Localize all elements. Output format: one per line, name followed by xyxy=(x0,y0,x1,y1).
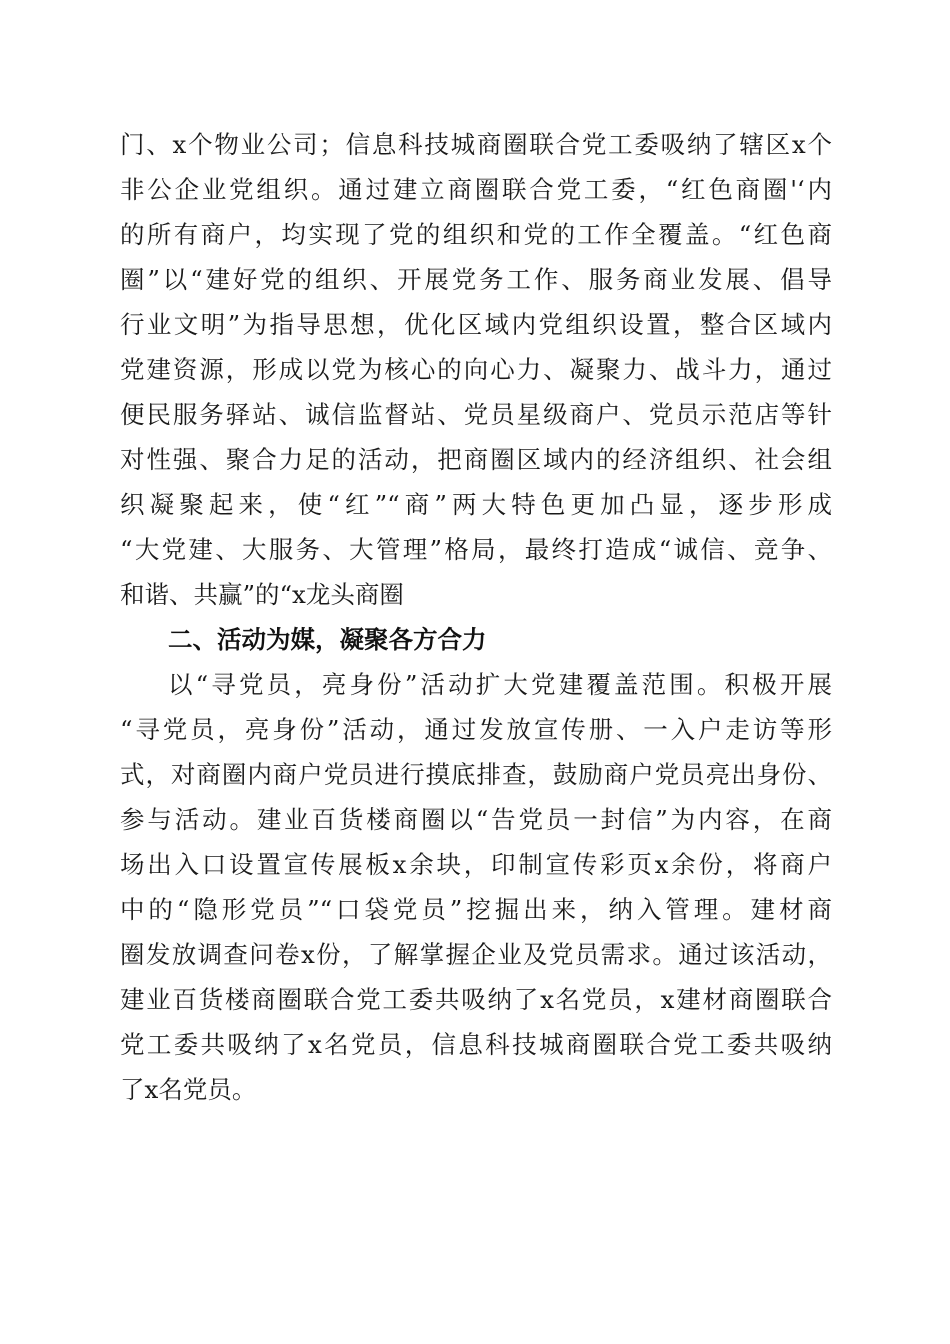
paragraph-line: 党建资源，形成以党为核心的向心力、凝聚力、战斗力，通过 xyxy=(120,355,832,384)
paragraph-line: 非公企业党组织。通过建立商圈联合党工委，“红色商圈'‘内 xyxy=(120,175,832,204)
paragraph-line: 门、x个物业公司；信息科技城商圈联合党工委吸纳了辖区x个 xyxy=(120,130,832,159)
paragraph-line: 中的“隐形党员”“口袋党员”挖掘出来，纳入管理。建材商 xyxy=(120,895,832,924)
paragraph-line: 圈发放调查问卷x份，了解掌握企业及党员需求。通过该活动， xyxy=(120,940,832,969)
paragraph-line: 以“寻党员，亮身份”活动扩大党建覆盖范围。积极开展 xyxy=(168,670,832,699)
paragraph-line: 了x名党员。 xyxy=(120,1075,257,1104)
paragraph-line: 场出入口设置宣传展板x余块，印制宣传彩页x余份，将商户 xyxy=(120,850,832,879)
paragraph-line: “寻党员，亮身份”活动，通过发放宣传册、一入户走访等形 xyxy=(120,715,832,744)
paragraph-line: 便民服务驿站、诚信监督站、党员星级商户、党员示范店等针 xyxy=(120,400,832,429)
paragraph-line: 织凝聚起来，使“红”“商”两大特色更加凸显，逐步形成 xyxy=(120,490,832,519)
paragraph-line: 参与活动。建业百货楼商圈以“告党员一封信”为内容，在商 xyxy=(120,805,832,834)
paragraph-line: “大党建、大服务、大管理”格局，最终打造成“诚信、竞争、 xyxy=(120,535,832,564)
paragraph-line: 对性强、聚合力足的活动，把商圈区域内的经济组织、社会组 xyxy=(120,445,832,474)
paragraph-line: 建业百货楼商圈联合党工委共吸纳了x名党员，x建材商圈联合 xyxy=(120,985,832,1014)
paragraph-line: 行业文明”为指导思想，优化区域内党组织设置，整合区域内 xyxy=(120,310,832,339)
section-heading: 二、活动为媒，凝聚各方合力 xyxy=(168,625,487,654)
paragraph-line: 的所有商户，均实现了党的组织和党的工作全覆盖。“红色商 xyxy=(120,220,832,249)
paragraph-line: 党工委共吸纳了x名党员，信息科技城商圈联合党工委共吸纳 xyxy=(120,1030,832,1059)
paragraph-line: 和谐、共赢”的“x龙头商圈 xyxy=(120,580,404,609)
paragraph-line: 圈”以“建好党的组织、开展党务工作、服务商业发展、倡导 xyxy=(120,265,832,294)
paragraph-line: 式，对商圈内商户党员进行摸底排查，鼓励商户党员亮出身份、 xyxy=(120,760,832,789)
